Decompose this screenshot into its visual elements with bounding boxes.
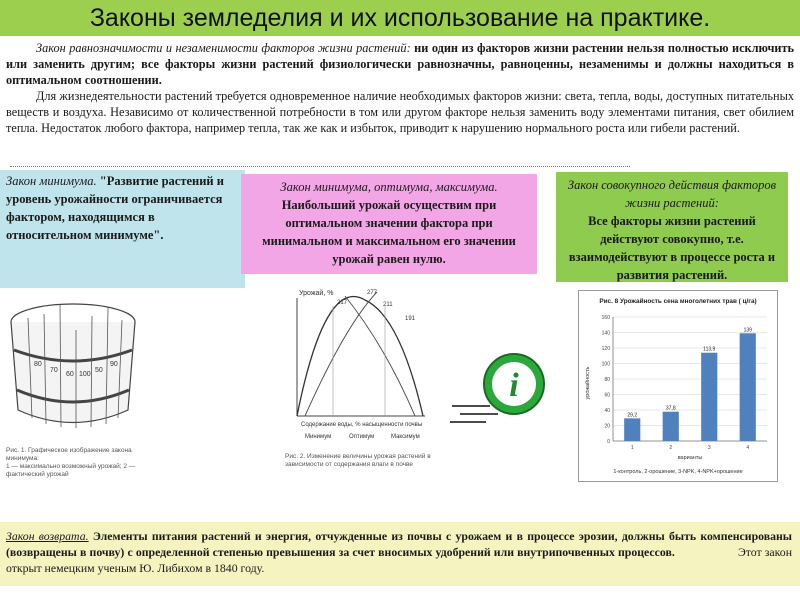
chart-category-label: 1 — [630, 445, 634, 451]
stave-label: 50 — [95, 367, 103, 374]
peak-label: 217 — [337, 300, 348, 306]
law-sum-text: Все факторы жизни растений действуют совокупно, т.е. взаимодействуют в процессе роста и развития растений. — [568, 214, 776, 282]
barrel-caption-legend: 1 — максимально возможный урожай; 2 — фактический урожай — [6, 463, 136, 478]
yield-curve-graph — [285, 286, 431, 448]
intro-law — [6, 40, 794, 88]
chart-ylabel: урожайность — [585, 366, 591, 400]
stave-label: 60 — [66, 371, 74, 378]
curve-xlabel: Содержание воды, % насыщенности почвы — [301, 422, 423, 428]
law-optimum-box — [241, 174, 537, 274]
chart-ytick-label: 140 — [601, 330, 610, 337]
law-return-name: Закон возврата. — [6, 529, 89, 543]
yield-bar-chart — [578, 290, 778, 482]
chart-ytick-label: 100 — [601, 361, 610, 368]
chart-ytick-label: 120 — [601, 346, 610, 352]
peak-label: 277 — [367, 290, 378, 296]
chart-title: Рис. 8 Урожайность сена многолетних трав ( ц/га) — [599, 298, 757, 305]
chart-value-label: 37,8 — [665, 405, 676, 412]
chart-ytick-label: 0 — [607, 439, 610, 445]
page-title: Законы земледелия и их использование на практике. — [89, 4, 711, 32]
intro-divider — [10, 166, 630, 167]
chart-xlabel: варианты — [677, 455, 703, 461]
law-return-section — [6, 528, 792, 576]
law-return-text: Элементы питания растений и энергия, отчужденные из почвы с урожаем и в процессе эрозии, должны быть компенсированы (возвращены в почву) с определенной степенью превышения за счет вносимых удобрений или внутрипочвенных процессов. — [6, 529, 793, 559]
law-sum-box — [556, 172, 788, 282]
peak-label: 191 — [405, 316, 416, 322]
chart-legend: 1-контроль, 2-орошение, 3-NPK, 4-NPK+орошение — [613, 469, 743, 475]
chart-bar — [740, 333, 756, 441]
chart-value-label: 139 — [743, 327, 752, 334]
chart-ytick-label: 20 — [604, 423, 610, 430]
barrel-caption-title: Рис. 1. Графическое изображение закона минимума: — [6, 447, 132, 462]
peak-label: 211 — [383, 302, 393, 308]
bar-chart-svg — [579, 291, 777, 481]
law-minimum-text: "Развитие растений и уровень урожайности ограничивается фактором, находящимся в относительном минимуме". — [6, 174, 224, 242]
stave-label: 90 — [110, 361, 118, 368]
intro-law-text: ни один из факторов жизни растении нельзя полностью исключить или заменить другим; все факторы жизни растений физиологически равнозначны, равноценны, незаменимы и должны находиться в оптимальном соотношении. — [6, 41, 795, 87]
stave-label: 100 — [79, 371, 91, 378]
chart-bar — [701, 353, 717, 441]
law-minimum-name: Закон минимума. — [6, 174, 97, 188]
curve-ylabel: Урожай, % — [299, 290, 334, 297]
chart-category-label: 4 — [746, 445, 750, 451]
zone-label: Максимум — [391, 434, 420, 440]
title-bar — [0, 0, 800, 36]
chart-bar — [624, 418, 640, 441]
info-glyph: i — [509, 367, 519, 404]
chart-category-label: 3 — [707, 445, 711, 451]
chart-value-label: 113,9 — [703, 346, 716, 353]
law-optimum-text: Наибольший урожай осуществим при оптимальном значении фактора при минимальном и максимальном его значении урожай равен нулю. — [262, 198, 516, 266]
chart-value-label: 29,2 — [627, 412, 638, 419]
chart-ytick-label: 60 — [604, 392, 610, 399]
chart-ytick-label: 80 — [604, 377, 610, 383]
intro-section — [6, 40, 794, 136]
zone-label: Оптимум — [349, 434, 375, 440]
law-optimum-name: Закон минимума, оптимума, максимума. — [280, 180, 498, 194]
law-minimum-box — [0, 170, 245, 288]
chart-bar — [663, 412, 679, 441]
intro-law-name: Закон равнозначимости и незаменимости факторов жизни растений: — [36, 41, 411, 55]
stave-label: 80 — [34, 361, 42, 368]
chart-ytick-label: 160 — [601, 315, 610, 321]
zone-label: Минимум — [305, 434, 332, 440]
curve-caption: Рис. 2. Изменение величины урожая растений в зависимости от содержания влаги в почве — [285, 453, 431, 468]
chart-category-label: 2 — [669, 445, 673, 451]
info-icon — [450, 348, 560, 428]
barrel-illustration — [6, 290, 141, 440]
intro-paragraph: Для жизнедеятельности растений требуется одновременное наличие необходимых факторов жизни: света, тепла, воды, доступных питательных веществ и воздуха. Независимо от количественной потребности в том или другом факторе нельзя заменить воду элементами питания, свет обилием тепла. Недостаток любого фактора, например тепла, так же как и избыток, приводит к нарушению нормального роста или гибели растений. — [6, 89, 794, 135]
law-sum-name: Закон совокупного действия факторов жизни растений: — [567, 178, 777, 210]
yield-curve-figure — [285, 286, 431, 486]
chart-ytick-label: 40 — [604, 408, 610, 414]
law-return-note: Этот закон открыт немецким ученым Ю. Либихом в 1840 году. — [6, 545, 793, 575]
barrel-figure — [6, 290, 141, 485]
stave-label: 70 — [50, 367, 58, 374]
